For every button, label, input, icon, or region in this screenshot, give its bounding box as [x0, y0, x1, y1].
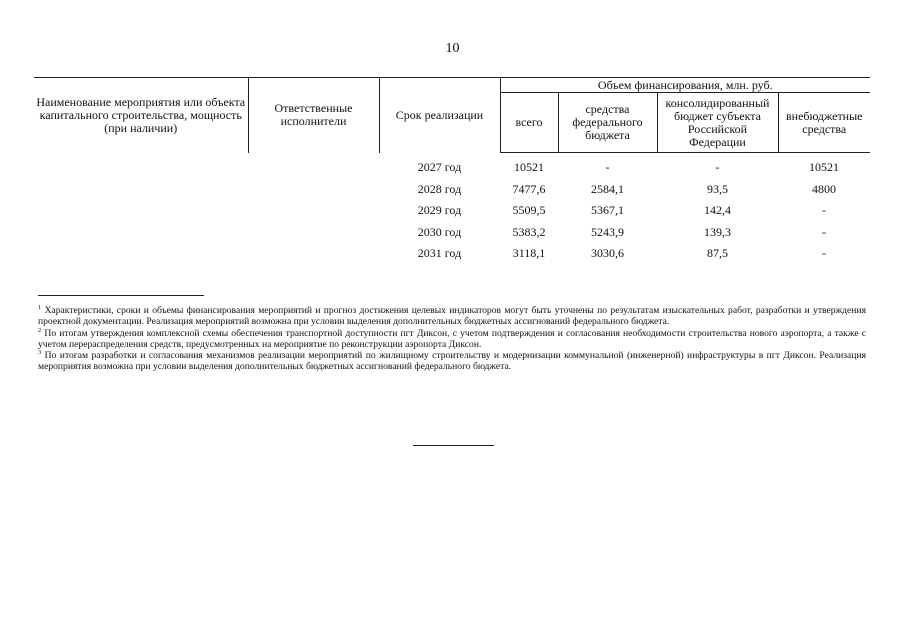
page-number: 10 — [445, 41, 460, 56]
cell-extrabudget: 10521 — [809, 160, 839, 175]
footnote-2 — [38, 328, 866, 351]
cell-executors — [248, 222, 379, 244]
header-total: всего — [500, 93, 558, 153]
cell-extrabudget: - — [822, 203, 826, 218]
cell-regional: 87,5 — [707, 246, 728, 261]
cell-name — [34, 179, 248, 201]
cell-federal: - — [605, 160, 610, 175]
header-term: Срок реализации — [379, 78, 500, 153]
cell-executors — [248, 200, 379, 222]
cell-federal: 2584,1 — [591, 181, 624, 196]
cell-extrabudget: 4800 — [812, 181, 836, 196]
cell-federal: 5243,9 — [591, 224, 624, 239]
cell-regional: 93,5 — [707, 181, 728, 196]
header-federal: средства федерального бюджета — [558, 93, 657, 153]
header-executors: Ответственные исполнители — [248, 78, 379, 153]
cell-executors — [248, 243, 379, 265]
footnote-text: По итогам утверждения комплексной схемы обеспечения транспортной доступности пгт Диксон, с учетом подтверждения и согласования необходимости строительства нового аэропорта, а также с учетом перераспределения средств, предусмотренных на мероприятие по реконструкции аэропорта Диксон. — [38, 327, 866, 350]
cell-federal: 5367,1 — [591, 203, 624, 218]
cell-year: 2031 год — [417, 246, 462, 261]
table-row — [34, 200, 870, 222]
footnote-mark: 3 — [38, 349, 42, 356]
cell-name — [34, 222, 248, 244]
cell-total: 10521 — [514, 160, 544, 175]
footnote-text: Характеристики, сроки и объемы финансирования мероприятий и прогноз достижения целевых индикаторов могут быть уточнены по результатам изыскательных работ, разработки и утверждения проектной документации. Реализация мероприятий возможна при условии выделения дополнительных бюджетных ассигнований федерального бюджета. — [38, 305, 866, 328]
header-regional: консолидированный бюджет субъекта Российской Федерации — [657, 93, 778, 153]
footnote-separator — [38, 295, 204, 296]
cell-total: 5383,2 — [512, 224, 546, 239]
footnote-text: По итогам разработки и согласования механизмов реализации мероприятий по жилищному строительству и модернизации коммунальной (инженерной) инфраструктуры в пгт Диксон. Реализация мероприятия возможна при условии выделения дополнительных бюджетных ассигнований федерального бюджета. — [38, 350, 866, 373]
cell-total: 5509,5 — [512, 203, 546, 218]
cell-federal: 3030,6 — [591, 246, 624, 261]
table-row — [34, 179, 870, 201]
cell-name — [34, 243, 248, 265]
cell-name — [34, 200, 248, 222]
table-row — [34, 243, 870, 265]
cell-year: 2028 год — [417, 181, 462, 196]
financing-table — [34, 77, 870, 265]
cell-total: 7477,6 — [512, 181, 546, 196]
table-row — [34, 153, 870, 179]
cell-executors — [248, 179, 379, 201]
end-of-document-line — [413, 445, 494, 446]
cell-year: 2030 год — [417, 224, 462, 239]
header-name: Наименование мероприятия или объекта капитального строительства, мощность (при наличии) — [34, 78, 248, 153]
cell-executors — [248, 153, 379, 179]
cell-regional: 139,3 — [704, 224, 731, 239]
cell-regional: - — [715, 160, 720, 175]
table-row — [34, 222, 870, 244]
footnote-3 — [38, 350, 866, 373]
cell-extrabudget: - — [822, 224, 826, 239]
footnotes — [38, 305, 866, 373]
cell-name — [34, 153, 248, 179]
footnote-mark: 2 — [38, 326, 42, 334]
footnote-mark: 1 — [38, 303, 42, 311]
cell-total: 3118,1 — [512, 246, 546, 261]
cell-year: 2027 год — [417, 160, 462, 174]
cell-extrabudget: - — [822, 246, 826, 261]
cell-year: 2029 год — [417, 203, 462, 218]
cell-regional: 142,4 — [704, 203, 731, 218]
header-extrabudget: внебюджетные средства — [778, 93, 870, 153]
footnote-1 — [38, 305, 866, 328]
header-financing-group: Объем финансирования, млн. руб. — [500, 78, 870, 93]
